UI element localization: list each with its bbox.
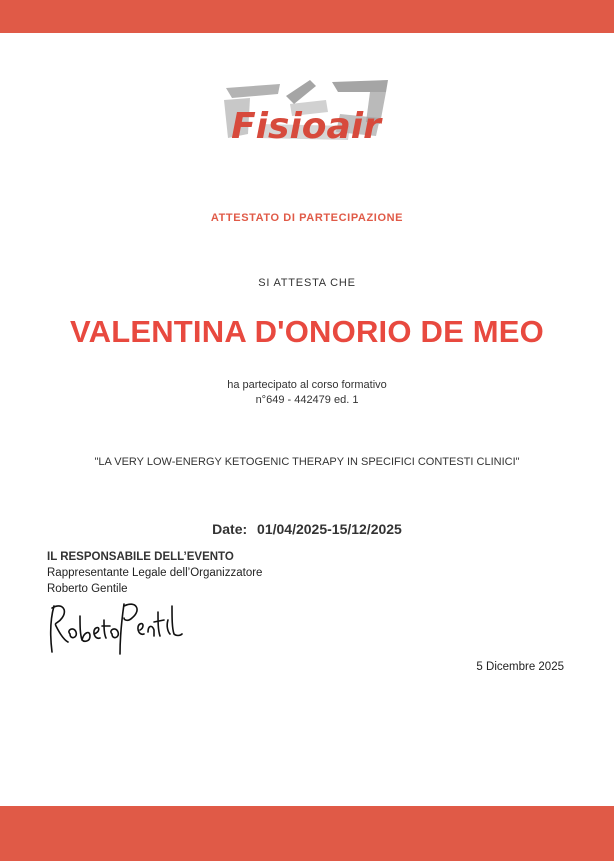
top-accent-band	[0, 0, 614, 33]
responsible-heading: IL RESPONSABILE DELL’EVENTO	[47, 551, 234, 563]
course-title: "LA VERY LOW-ENERGY KETOGENIC THERAPY IN SPECIFICI CONTESTI CLINICI"	[94, 456, 520, 468]
certificate-intro: SI ATTESTA CHE	[258, 277, 356, 289]
certificate-heading: ATTESTATO DI PARTECIPAZIONE	[210, 212, 404, 224]
responsible-name: Roberto Gentile	[47, 583, 128, 595]
date-range: 01/04/2025-15/12/2025	[257, 521, 402, 537]
issue-date: 5 Dicembre 2025	[476, 661, 564, 673]
responsible-role: Rappresentante Legale dell’Organizzatore	[47, 567, 263, 579]
logo-text: Fisioair	[231, 106, 381, 147]
participation-line: ha partecipato al corso formativo	[227, 379, 387, 391]
handwritten-signature	[44, 596, 184, 658]
date-label: Date:	[212, 521, 248, 537]
participation-block	[0, 378, 614, 408]
responsible-block	[47, 549, 262, 597]
fisioair-logo	[220, 74, 392, 152]
recipient-name: VALENTINA D'ONORIO DE MEO	[70, 314, 544, 349]
course-code: n°649 - 442479 ed. 1	[255, 394, 359, 406]
date-line	[0, 521, 614, 537]
bottom-accent-band	[0, 806, 614, 861]
